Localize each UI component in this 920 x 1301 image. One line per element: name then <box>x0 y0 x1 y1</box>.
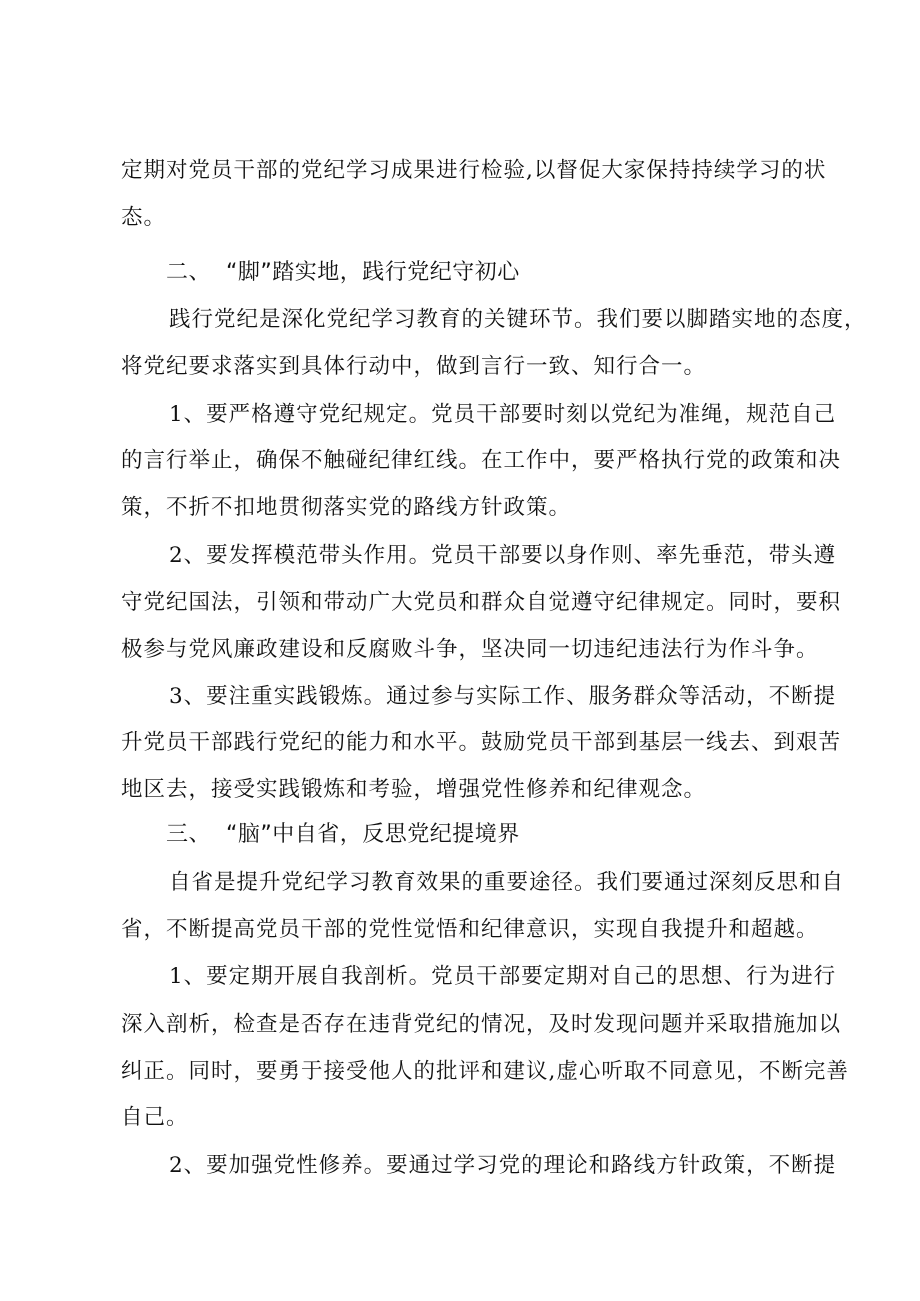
text: 的言行举止，确保不触碰纪律红线。在工作中，要严格执行党的政策和决 <box>121 448 842 473</box>
text: 2、要发挥模范带头作用。党员干部要以身作则、率先垂范，带头遵 <box>169 543 837 568</box>
text: 守党纪国法，引领和带动广大党员和群众自觉遵守纪律规定。同时，要积 <box>121 590 842 615</box>
text: 3、要注重实践锻炼。通过参与实际工作、服务群众等活动，不断提 <box>169 684 837 709</box>
text: 2、要加强党性修养。要通过学习党的理论和路线方针政策，不断提 <box>169 1153 837 1178</box>
text: 将党纪要求落实到具体行动中，做到言行一致、知行合一。 <box>121 354 707 379</box>
text: 省，不断提高党员干部的党性觉悟和纪律意识，实现自我提升和超越。 <box>121 917 819 942</box>
text: 策，不折不扣地贯彻落实党的路线方针政策。 <box>121 495 572 520</box>
text: 自己。 <box>121 1105 189 1130</box>
text: 定期对党员干部的党纪学习成果进行检验,以督促大家保持持续学习的状 <box>121 158 827 183</box>
text: 地区去，接受实践锻炼和考验，增强党性修养和纪律观念。 <box>121 777 707 802</box>
heading-number: 二、 <box>166 260 212 285</box>
text: 极参与党风廉政建设和反腐败斗争，坚决同一切违纪违法行为作斗争。 <box>121 637 819 662</box>
text: 升党员干部践行党纪的能力和水平。鼓励党员干部到基层一线去、到艰苦 <box>121 730 842 755</box>
heading-number: 三、 <box>166 822 212 847</box>
text: 纠正。同时，要勇于接受他人的批评和建议,虚心听取不同意见，不断完善 <box>121 1059 849 1084</box>
text: 1、要严格遵守党纪规定。党员干部要时刻以党纪为准绳，规范自己 <box>169 402 837 427</box>
text: 践行党纪是深化党纪学习教育的关键环节。我们要以脚踏实地的态度， <box>169 307 867 332</box>
text: 1、要定期开展自我剖析。党员干部要定期对自己的思想、行为进行 <box>169 964 837 989</box>
text: 态。 <box>121 205 167 230</box>
heading-title: “脚”踏实地，践行党纪守初心 <box>226 260 520 285</box>
text: 深入剖析，检查是否存在违背党纪的情况，及时发现问题并采取措施加以 <box>121 1012 842 1037</box>
heading-title: “脑”中自省，反思党纪提境界 <box>226 822 520 847</box>
text: 自省是提升党纪学习教育效果的重要途径。我们要通过深刻反思和自 <box>169 870 845 895</box>
